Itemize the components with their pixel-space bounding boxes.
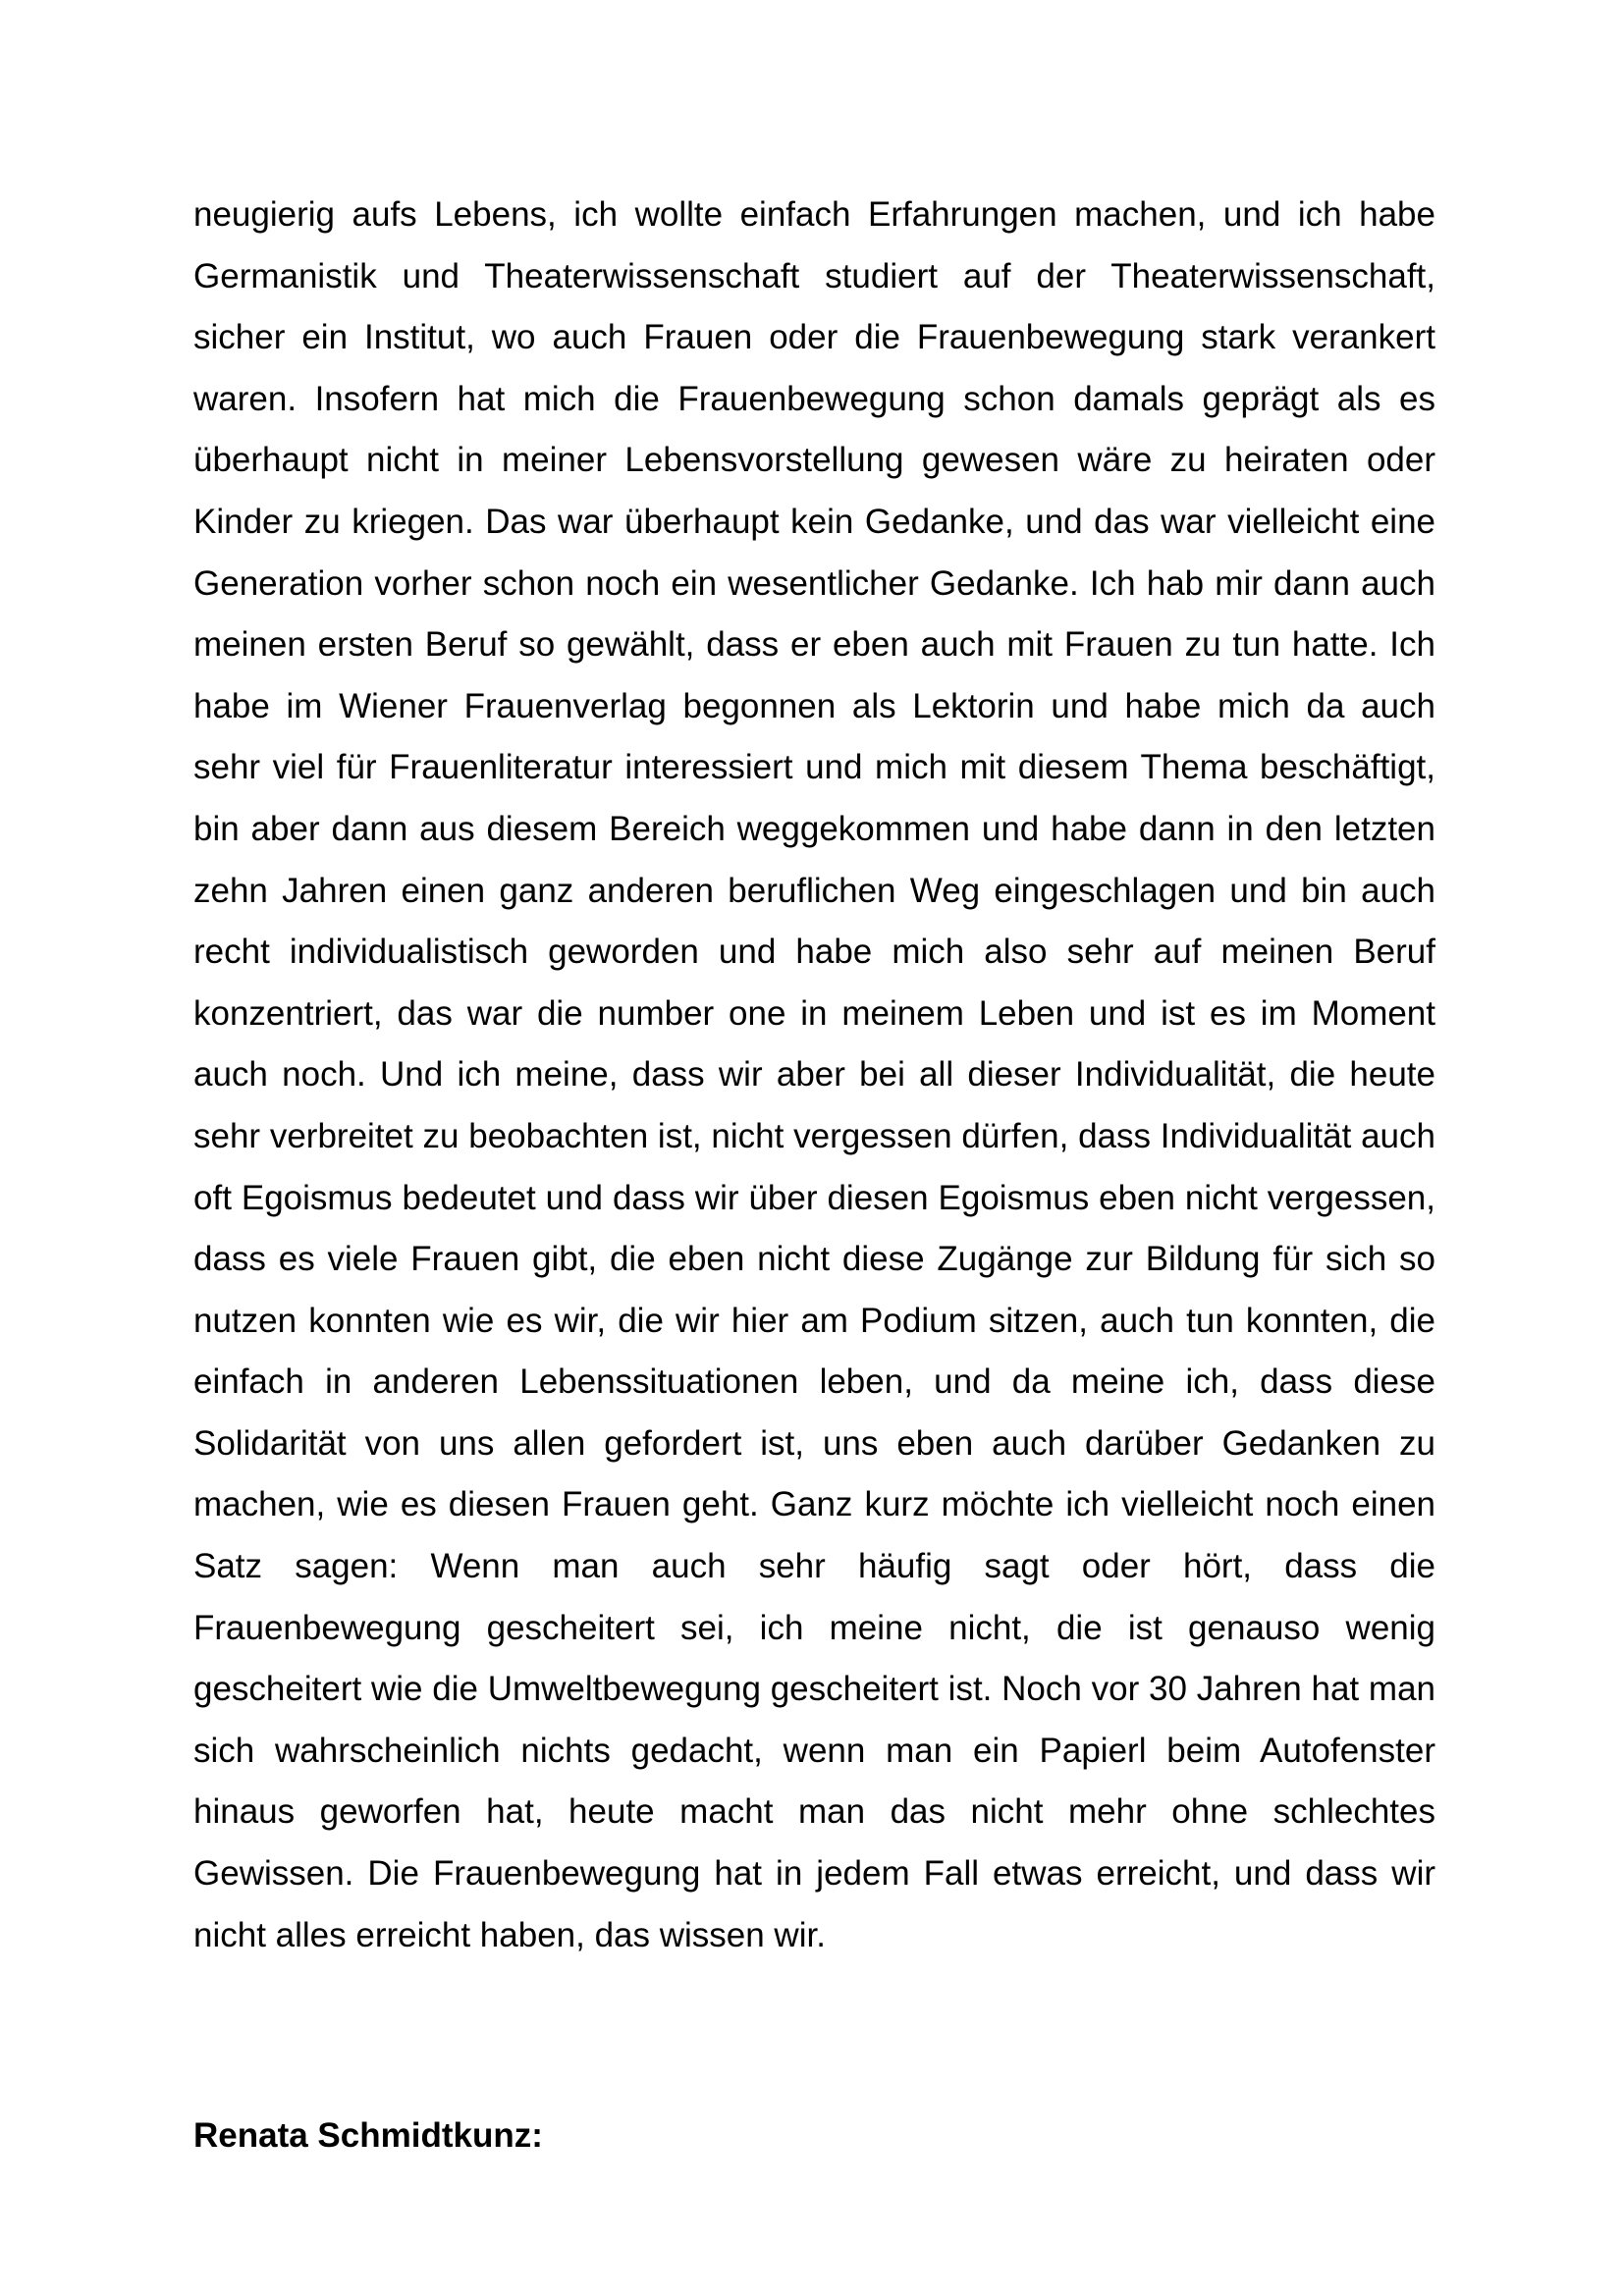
body-paragraph: neugierig aufs Lebens, ich wollte einfach Erfahrungen machen, und ich habe Germanistik und Theaterwissenschaft studiert auf der Theaterwissenschaft, sicher ein Institut, wo auch Frauen oder die Frauenbewegung stark verankert waren. Insofern hat mich die Frauenbewegung schon damals geprägt als es überhaupt nicht in meiner Lebensvorstellung gewesen wäre zu heiraten oder Kinder zu kriegen. Das war überhaupt kein Gedanke, und das war vielleicht eine Generation vorher schon noch ein wesentlicher Gedanke. Ich hab mir dann auch meinen ersten Beruf so gewählt, dass er eben auch mit Frauen zu tun hatte. Ich habe im Wiener Frauenverlag begonnen als Lektorin und habe mich da auch sehr viel für Frauenliteratur interessiert und mich mit diesem Thema beschäftigt, bin aber dann aus diesem Bereich weggekommen und habe dann in den letzten zehn Jahren einen ganz anderen beruflichen Weg eingeschlagen und bin auch recht individualistisch geworden und habe mich also sehr auf meinen Beruf konzentriert, das war die number one in meinem Leben und ist es im Moment auch noch. Und ich meine, dass wir aber bei all dieser Individualität, die heute sehr verbreitet zu beobachten ist, nicht vergessen dürfen, dass Individualität auch oft Egoismus bedeutet und dass wir über diesen Egoismus eben nicht vergessen, dass es viele Frauen gibt, die eben nicht diese Zugänge zur Bildung für sich so nutzen konnten wie es wir, die wir hier am Podium sitzen, auch tun konnten, die einfach in anderen Lebenssituationen leben, und da meine ich, dass diese Solidarität von uns allen gefordert ist, uns eben auch darüber Gedanken zu machen, wie es diesen Frauen geht. Ganz kurz möchte ich vielleicht noch einen Satz sagen: Wenn man auch sehr häufig sagt oder hört, dass die Frauenbewegung gescheitert sei, ich meine nicht, die ist genauso wenig gescheitert wie die Umweltbewegung gescheitert ist. Noch vor 30 Jahren hat man sich wahrscheinlich nichts gedacht, wenn man ein Papierl beim Autofenster hinaus geworfen hat, heute macht man das nicht mehr ohne schlechtes Gewissen. Die Frauenbewegung hat in jedem Fall etwas erreicht, und dass wir nicht alles erreicht haben, das wissen wir. (193, 195, 1435, 1954)
speaker-label: Renata Schmidtkunz: (193, 2116, 543, 2155)
